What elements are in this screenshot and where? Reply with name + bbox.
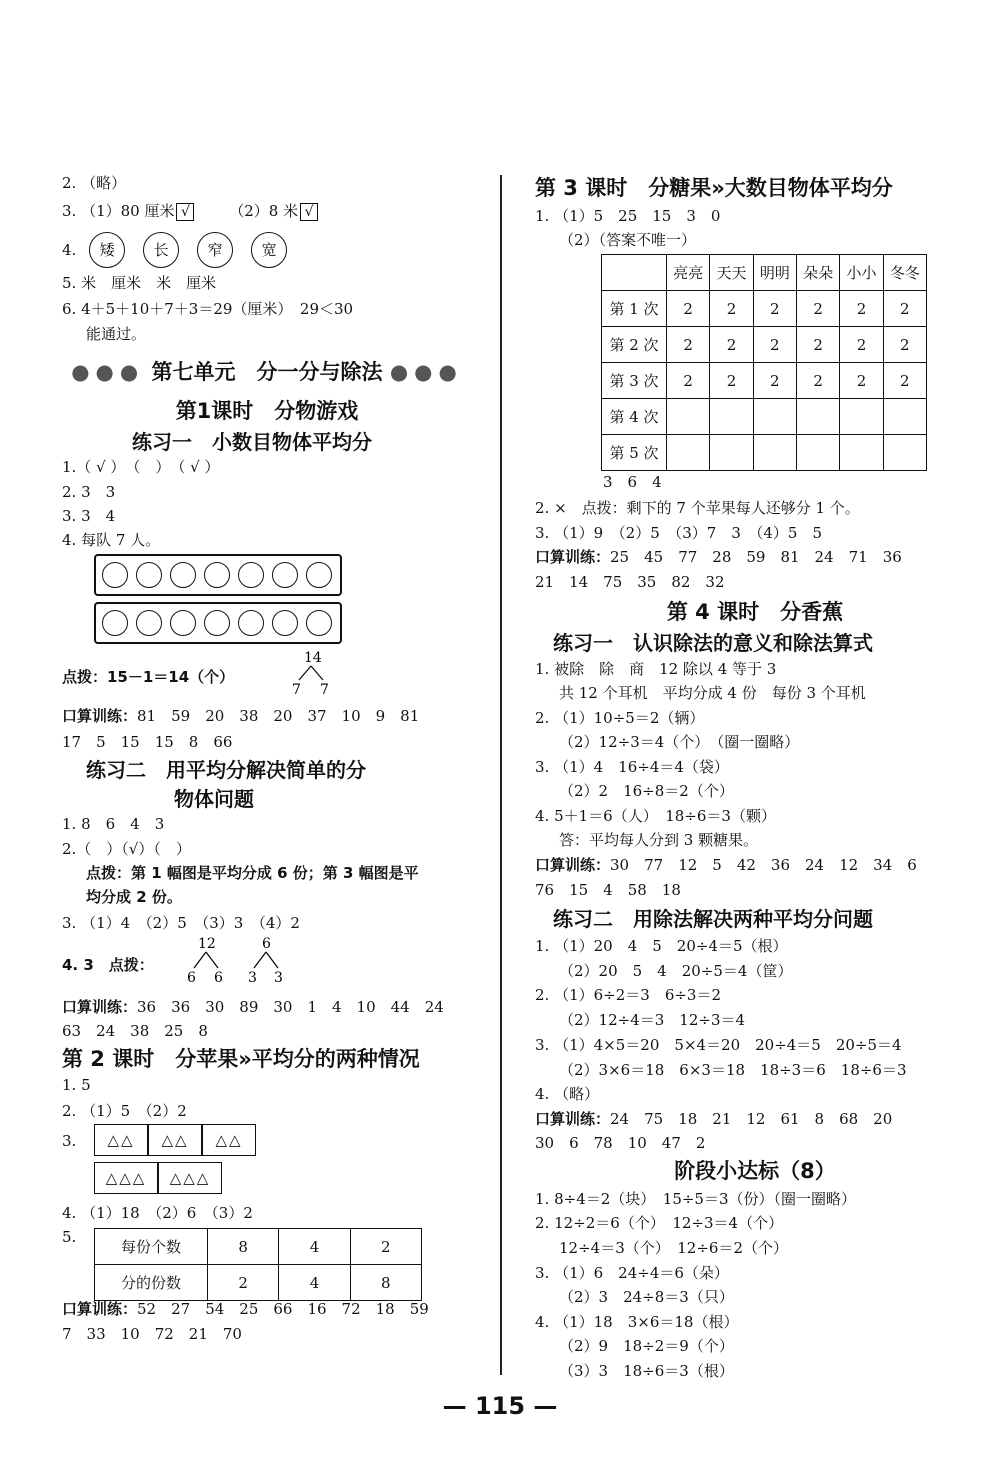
- answer-line: （2）（答案不唯一）: [559, 231, 697, 249]
- number-split-tree: [288, 648, 338, 698]
- answer-line: 1. （1）20 4 5 20÷4＝5（根）: [535, 937, 788, 955]
- table-cell: [753, 435, 796, 471]
- circle-group-box: [94, 602, 342, 644]
- answer-line: 3. （1）9 （2）5 （3）7 3 （4）5 5: [535, 524, 823, 542]
- tree-top: 14: [304, 650, 322, 666]
- lesson-title: 第 3 课时 分糖果»大数目物体平均分: [535, 176, 893, 200]
- tree-left: 7: [292, 682, 301, 698]
- decoration-dots: ●●●: [389, 360, 463, 384]
- table-row: [95, 1265, 422, 1301]
- answer-line: 1.（ √ ） （ ） （ √ ）: [62, 458, 220, 476]
- table-cell: 2: [840, 291, 883, 327]
- oral-values: 30 77 12 5 42 36 24 12 34 6: [610, 856, 917, 874]
- answer-line: 12÷4＝3（个） 12÷6＝2（个）: [559, 1239, 788, 1257]
- oral-values: 21 14 75 35 82 32: [535, 573, 725, 591]
- triangle-group: △△△: [94, 1162, 158, 1194]
- answer-text: （2）8 米: [229, 202, 299, 220]
- table-cell: 2: [710, 363, 753, 399]
- oral-training: [62, 1298, 429, 1319]
- table-cell: [710, 435, 753, 471]
- answer-line: （2）9 18÷2＝9（个）: [559, 1337, 734, 1355]
- tree-left: 3: [248, 970, 257, 986]
- oral-training: [62, 996, 444, 1017]
- unit-title-text: 第七单元 分一分与除法: [151, 360, 383, 384]
- triangle-group: △△: [94, 1124, 148, 1156]
- share-table: [94, 1228, 422, 1301]
- answer-text: 3. （1）80 厘米: [62, 202, 175, 220]
- table-cell: 第 2 次: [602, 327, 667, 363]
- answer-line: [62, 232, 305, 268]
- tree-top: 12: [198, 936, 216, 952]
- answer-line: [62, 200, 318, 221]
- exercise-title: 练习一 小数目物体平均分: [132, 430, 372, 454]
- tree-right: 7: [320, 682, 329, 698]
- table-row: [602, 435, 927, 471]
- answer-text: 4.: [62, 241, 77, 259]
- oral-values: 25 45 77 28 59 81 24 71 36: [610, 548, 902, 566]
- answer-line: 3. （1）6 24÷4＝6（朵）: [535, 1264, 729, 1282]
- table-cell: 2: [753, 363, 796, 399]
- circle-group-box: [94, 554, 342, 596]
- answer-line: 4. 5＋1＝6（人） 18÷6＝3（颗）: [535, 807, 776, 825]
- table-row: [602, 291, 927, 327]
- oral-values: 30 6 78 10 47 2: [535, 1134, 706, 1152]
- answer-line: 3. （1）4 16÷4＝4（袋）: [535, 758, 729, 776]
- answer-line: （2）12÷4＝3 12÷3＝4: [559, 1011, 746, 1029]
- oral-training: [62, 705, 419, 726]
- answer-line: 2.（ ）（√）（ ）: [62, 840, 191, 858]
- answer-line: 5. 米 厘米 米 厘米: [62, 274, 217, 292]
- circled-word: 窄: [197, 232, 233, 268]
- answer-line: （2）20 5 4 20÷5＝4（筐）: [559, 962, 793, 980]
- table-cell: 第 5 次: [602, 435, 667, 471]
- answer-line: 1. 5: [62, 1076, 91, 1094]
- table-cell: [753, 399, 796, 435]
- table-cell: 2: [840, 363, 883, 399]
- answer-line: 2. （1）6÷2＝3 6÷3＝2: [535, 986, 722, 1004]
- table-cell: 第 4 次: [602, 399, 667, 435]
- answer-line: （2）3×6＝18 6×3＝18 18÷3＝6 18÷6＝3: [559, 1061, 907, 1079]
- answer-line: （2）2 16÷8＝2（个）: [559, 782, 734, 800]
- answer-line: （2）3 24÷8＝3（只）: [559, 1288, 734, 1306]
- answer-line: 能通过。: [86, 325, 147, 343]
- answer-line: 6. 4＋5＋10＋7＋3＝29（厘米） 29＜30: [62, 300, 354, 318]
- table-cell: 明明: [753, 255, 796, 291]
- decoration-dots: ●●●: [71, 360, 145, 384]
- answer-line: 2. 12÷2＝6（个） 12÷3＝4（个）: [535, 1214, 784, 1232]
- tip-line: 均分成 2 份。: [86, 888, 182, 906]
- oral-training: [535, 546, 902, 567]
- unit-title: [62, 356, 472, 386]
- answer-line: 2. （1）10÷5＝2（辆）: [535, 709, 705, 727]
- oral-label: 口算训练：: [62, 707, 138, 725]
- table-cell: [840, 435, 883, 471]
- answer-line: 3. 3 4: [62, 507, 116, 525]
- table-cell: 2: [667, 291, 710, 327]
- table-cell: [796, 435, 839, 471]
- oral-values: 24 75 18 21 12 61 8 68 20: [610, 1110, 893, 1128]
- table-cell: 2: [710, 327, 753, 363]
- table-cell: 8: [208, 1229, 279, 1265]
- table-cell: 2: [883, 363, 926, 399]
- table-cell: 2: [796, 327, 839, 363]
- candy-table: [601, 254, 927, 471]
- table-cell: 冬冬: [883, 255, 926, 291]
- circled-word: 长: [143, 232, 179, 268]
- table-cell: 2: [883, 327, 926, 363]
- oral-label: 口算训练：: [535, 856, 611, 874]
- table-cell: 小小: [840, 255, 883, 291]
- oral-values: 36 36 30 89 30 1 4 10 44 24: [137, 998, 444, 1016]
- answer-line: 答：平均每人分到 3 颗糖果。: [559, 831, 759, 849]
- answer-line: 2. （1）5 （2）2: [62, 1102, 187, 1120]
- table-cell: 2: [710, 291, 753, 327]
- table-cell: [796, 399, 839, 435]
- check-box: √: [300, 203, 318, 221]
- table-cell: 2: [667, 363, 710, 399]
- table-cell: [710, 399, 753, 435]
- answer-line: 4. （1）18 3×6＝18（根）: [535, 1313, 739, 1331]
- table-header-row: [602, 255, 927, 291]
- triangle-group: △△△: [158, 1162, 222, 1194]
- table-row: [95, 1229, 422, 1265]
- oral-values: 76 15 4 58 18: [535, 881, 681, 899]
- oral-values: 63 24 38 25 8: [62, 1022, 208, 1040]
- answer-line: 1. 8 6 4 3: [62, 815, 165, 833]
- answer-line: 3 6 4: [603, 473, 662, 491]
- page-number: — 115 —: [442, 1392, 558, 1420]
- exercise-title: 物体问题: [174, 787, 254, 811]
- tip-line: 点拨：15－1＝14（个）: [62, 668, 235, 686]
- table-row: [602, 399, 927, 435]
- answer-line: 4. 3 点拨：: [62, 956, 154, 974]
- answer-line: 4. （略）: [535, 1085, 600, 1103]
- table-cell: 2: [753, 327, 796, 363]
- oral-label: 口算训练：: [535, 1110, 611, 1128]
- oral-values: 7 33 10 72 21 70: [62, 1325, 242, 1343]
- answer-line: 1. 被除 除 商 12 除以 4 等于 3: [535, 660, 777, 678]
- table-cell: 2: [667, 327, 710, 363]
- number-split-trees: [182, 934, 292, 986]
- exercise-title: 练习二 用除法解决两种平均分问题: [553, 907, 873, 931]
- answer-line: 1. （1）5 25 15 3 0: [535, 207, 721, 225]
- answer-line: 3.: [62, 1132, 77, 1150]
- table-row: [602, 327, 927, 363]
- circled-word: 宽: [251, 232, 287, 268]
- answer-line: （3）3 18÷6＝3（根）: [559, 1362, 734, 1380]
- exercise-title: 练习一 认识除法的意义和除法算式: [553, 631, 873, 655]
- oral-label: 口算训练：: [62, 1300, 138, 1318]
- table-cell: 2: [753, 291, 796, 327]
- tree-right: 3: [274, 970, 283, 986]
- table-cell: [883, 435, 926, 471]
- table-cell: 2: [883, 291, 926, 327]
- check-box: √: [176, 203, 194, 221]
- table-cell: 4: [279, 1265, 350, 1301]
- oral-values: 17 5 15 15 8 66: [62, 733, 233, 751]
- lesson-title: 第 2 课时 分苹果»平均分的两种情况: [62, 1047, 420, 1071]
- column-divider: [500, 175, 502, 1375]
- triangle-group: △△: [202, 1124, 256, 1156]
- table-cell: [840, 399, 883, 435]
- table-cell: 8: [350, 1265, 421, 1301]
- answer-line: 1. 8÷4＝2（块） 15÷5＝3（份）（圈一圈略）: [535, 1190, 857, 1208]
- answer-line: 2. 3 3: [62, 483, 116, 501]
- table-cell: 4: [279, 1229, 350, 1265]
- table-cell: [667, 435, 710, 471]
- answer-line: 4. 每队 7 人。: [62, 531, 161, 549]
- oral-values: 81 59 20 38 20 37 10 9 81: [137, 707, 420, 725]
- table-cell: [602, 255, 667, 291]
- table-cell: [667, 399, 710, 435]
- table-row: [602, 363, 927, 399]
- tip-line: 点拨：第 1 幅图是平均分成 6 份；第 3 幅图是平: [86, 864, 419, 882]
- tree-top: 6: [262, 936, 271, 952]
- lesson-title: 第 4 课时 分香蕉: [666, 600, 844, 624]
- lesson-title: 第1课时 分物游戏: [175, 399, 359, 423]
- answer-line: 3. （1）4×5＝20 5×4＝20 20÷4＝5 20÷5＝4: [535, 1036, 902, 1054]
- table-cell: 2: [208, 1265, 279, 1301]
- table-cell: 2: [796, 291, 839, 327]
- answer-line: 3. （1）4 （2）5 （3）3 （4）2: [62, 914, 300, 932]
- exercise-title: 练习二 用平均分解决简单的分: [86, 758, 366, 782]
- oral-training: [535, 1108, 892, 1129]
- answer-line: 共 12 个耳机 平均分成 4 份 每份 3 个耳机: [559, 684, 866, 702]
- answer-line: 5.: [62, 1228, 77, 1246]
- triangle-group: △△: [148, 1124, 202, 1156]
- table-cell: 朵朵: [796, 255, 839, 291]
- answer-line: 4. （1）18 （2）6 （3）2: [62, 1204, 253, 1222]
- table-cell: 亮亮: [667, 255, 710, 291]
- answer-line: （2）12÷3＝4（个） （圈一圈略）: [559, 733, 800, 751]
- tree-left: 6: [187, 970, 196, 986]
- answer-line: 2. × 点拨：剩下的 7 个苹果每人还够分 1 个。: [535, 499, 860, 517]
- circled-word: 矮: [89, 232, 125, 268]
- table-cell: 第 1 次: [602, 291, 667, 327]
- tree-right: 6: [214, 970, 223, 986]
- table-cell: 2: [796, 363, 839, 399]
- oral-label: 口算训练：: [535, 548, 611, 566]
- table-cell: [883, 399, 926, 435]
- table-cell: 2: [350, 1229, 421, 1265]
- oral-values: 52 27 54 25 66 16 72 18 59: [137, 1300, 429, 1318]
- table-cell: 每份个数: [95, 1229, 208, 1265]
- oral-training: [535, 854, 917, 875]
- answer-line: 2. （略）: [62, 174, 127, 192]
- table-cell: 2: [840, 327, 883, 363]
- table-cell: 第 3 次: [602, 363, 667, 399]
- table-cell: 天天: [710, 255, 753, 291]
- table-cell: 分的份数: [95, 1265, 208, 1301]
- stage-title: 阶段小达标（8）: [674, 1159, 836, 1183]
- oral-label: 口算训练：: [62, 998, 138, 1016]
